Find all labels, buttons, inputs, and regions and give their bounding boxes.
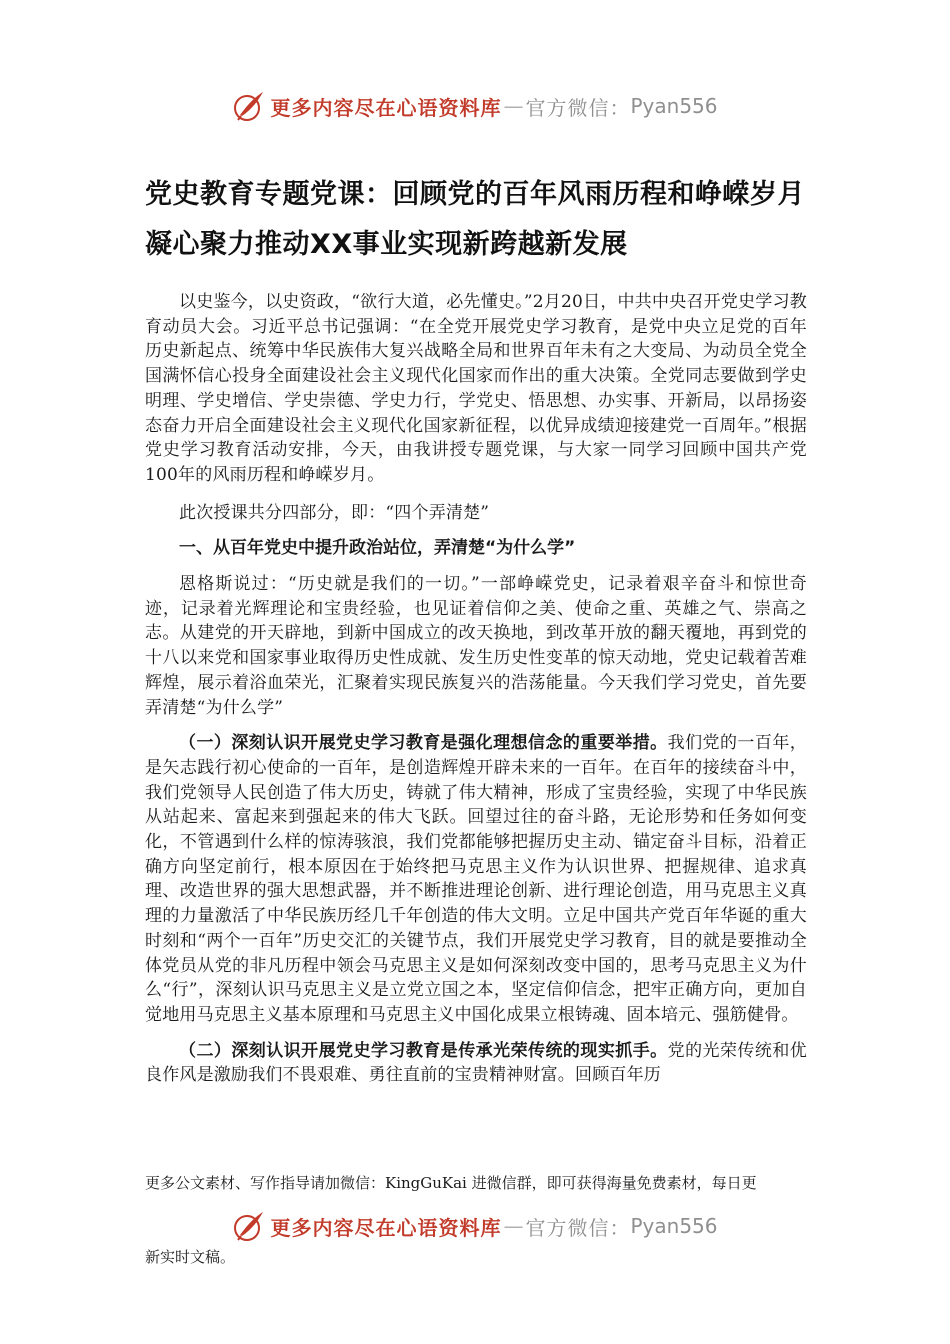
point1-lead: （一）深刻认识开展党史学习教育是强化理想信念的重要举措。 <box>179 733 668 754</box>
footer-note: 更多公文素材、写作指导请加微信：KingGuKai 进微信群，即可获得海量免费素材，每日更 <box>145 1174 757 1192</box>
document-body <box>145 170 807 1088</box>
banner-wechat-id: Pyan556 <box>630 1214 718 1238</box>
banner-separator: — <box>503 1214 524 1238</box>
point2-body: 党的光荣传统和优良作风是激励我们不畏艰难、勇往直前的宝贵精神财富。回顾百年历 <box>145 1040 807 1086</box>
banner-slogan: 更多内容尽在心语资料库 <box>270 1215 502 1240</box>
footer-banner <box>0 1206 950 1246</box>
intro-paragraph: 以史鉴今，以史资政，“欲行大道，必先懂史。”2月20日，中共中央召开党史学习教育动员大会。习近平总书记强调：“在全党开展党史学习教育，是党中央立足党的百年历史新起点、统筹中华民族伟大复兴战略全局和世界百年未有之大变局、为动员全党全国满怀信心投身全面建设社会主义现代化国家而作出的重大决策。全党同志要做到学史明理、学史增信、学史崇德、学史力行，学党史、悟思想、办实事、开新局，以昂扬姿态奋力开启全面建设社会主义现代化国家新征程，以优异成绩迎接建党一百周年。”根据党史学习教育活动安排，今天，由我讲授专题党课，与大家一同学习回顾中国共产党100年的风雨历程和峥嵘岁月。 <box>145 292 807 485</box>
banner-wechat-label: 官方微信： <box>525 1215 631 1240</box>
overview-paragraph: 此次授课共分四部分，即：“四个弄清楚” <box>179 502 490 523</box>
banner-wechat-label: 官方微信： <box>525 95 631 120</box>
section1-heading: 一、从百年党史中提升政治站位，弄清楚“为什么学” <box>179 538 576 559</box>
point1-paragraph <box>145 731 807 1027</box>
quill-logo-icon <box>232 89 266 123</box>
section1-paragraph: 恩格斯说过：“历史就是我们的一切。”一部峥嵘党史，记录着艰辛奋斗和惊世奇迹，记录着光辉理论和宝贵经验，也见证着信仰之美、使命之重、英雄之气、崇高之志。从建党的开天辟地，到新中国成立的改天换地，到改革开放的翻天覆地，再到党的十八以来党和国家事业取得历史性成就、发生历史性变革的惊天动地，党史记载着苦难辉煌，展示着浴血荣光，汇聚着实现民族复兴的浩荡能量。今天我们学习党史，首先要弄清楚“为什么学” <box>145 574 807 718</box>
banner-separator: — <box>503 94 524 118</box>
quill-logo-icon <box>232 1209 266 1243</box>
footer-note-continuation: 新实时文稿。 <box>145 1248 236 1266</box>
point2-lead: （二）深刻认识开展党史学习教育是传承光荣传统的现实抓手。 <box>179 1040 668 1061</box>
banner-slogan: 更多内容尽在心语资料库 <box>270 95 502 120</box>
banner-wechat-id: Pyan556 <box>630 94 718 118</box>
point2-paragraph <box>145 1039 807 1088</box>
document-title: 党史教育专题党课：回顾党的百年风雨历程和峥嵘岁月 凝心聚力推动XX事业实现新跨越新发展 <box>145 179 805 260</box>
point1-body: 我们党的一百年，是矢志践行初心使命的一百年，是创造辉煌开辟未来的一百年。在百年的接续奋斗中，我们党领导人民创造了伟大历史，铸就了伟大精神，形成了宝贵经验，实现了中华民族从站起来、富起来到强起来的伟大飞跃。回望过往的奋斗路，无论形势和任务如何变化，不管遇到什么样的惊涛骇浪，我们党都能够把握历史主动、锚定奋斗目标，沿着正确方向坚定前行，根本原因在于始终把马克思主义作为认识世界、把握规律、追求真理、改造世界的强大思想武器，并不断推进理论创新、进行理论创造，用马克思主义真理的力量激活了中华民族历经几千年创造的伟大文明。立足中国共产党百年华诞的重大时刻和“两个一百年”历史交汇的关键节点，我们开展党史学习教育，目的就是要推动全体党员从党的非凡历程中领会马克思主义是如何深刻改变中国的，思考马克思主义为什么“行”，深刻认识马克思主义是立党立国之本，坚定信仰信念，把牢正确方向，更加自觉地用马克思主义基本原理和马克思主义中国化成果立根铸魂、固本培元、强筋健骨。 <box>145 733 807 1025</box>
header-banner <box>0 86 950 126</box>
